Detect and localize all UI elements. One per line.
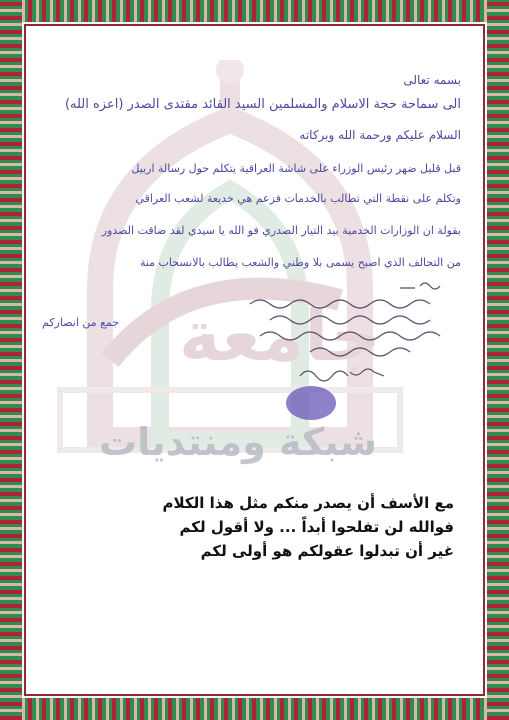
watermark-logo-text: جامعة (178, 295, 382, 377)
letter-signer: جمع من انصاركم (42, 316, 120, 329)
letter-paragraph-line: من التحالف الذي اصبح يسمى بلا وطني والشعب يطالب بالانسحاب منة (139, 256, 461, 269)
watermark-network-text: شبكة ومنتديات (98, 420, 378, 464)
letter-paragraph-line: قبل قليل ضهر رئيس الوزراء على شاشة العراقية يتكلم حول رسالة اربيل (131, 162, 461, 175)
decorative-border-right (487, 0, 509, 720)
letter-basmala: بسمه تعالى (403, 73, 461, 87)
letter-salam: السلام عليكم ورحمة الله وبركاته (299, 128, 461, 142)
letter-paragraph-line: وتكلم على نقطة التي تطالب بالخدمات فزعم هي خديعة لشعب العراقي (135, 192, 461, 205)
letter-address: الى سماحة حجة الاسلام والمسلمين السيد القائد مقتدى الصدر (اعزه الله) (64, 97, 461, 112)
decorative-border-left (0, 0, 22, 720)
decorative-border-top (0, 0, 509, 22)
watermark-logo (40, 60, 420, 480)
letter-paragraph-line: بقولة ان الوزارات الخدمية بيد التيار الصدري فو الله يا سيدي لقد ضاقت الصدور (101, 224, 461, 237)
reply-line: مع الأسف أن يصدر منكم مثل هذا الكلام (162, 494, 454, 512)
reply-line: غير أن تبدلوا عقولكم هو أولى لكم (200, 542, 454, 560)
reply-line: فوالله لن تفلحوا أبداً ... ولا أقول لكم (179, 518, 454, 536)
handwritten-annotation (230, 276, 460, 406)
decorative-border-bottom (0, 698, 509, 720)
official-seal (286, 386, 336, 420)
